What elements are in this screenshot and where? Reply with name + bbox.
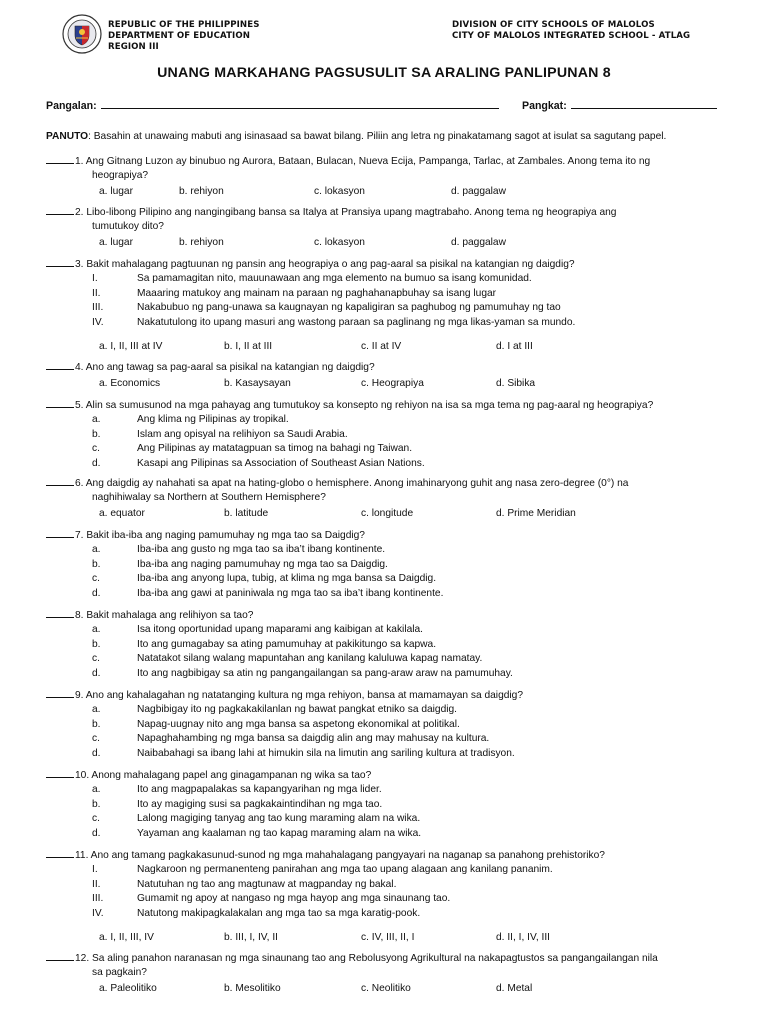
option-text: Nakatutulong ito upang masuri ang wastong paraan sa paglinang ng mga likas-yaman sa mundo. <box>137 316 576 328</box>
option-item <box>46 732 746 747</box>
option-item <box>46 572 746 587</box>
option-marker: c. <box>92 733 100 745</box>
option-text: Natatakot silang walang mapuntahan ang kanilang kaluluwa kapag namatay. <box>137 653 483 665</box>
choice-option: d. paggalaw <box>451 186 506 197</box>
header-line: REPUBLIC OF THE PHILIPPINES <box>108 20 260 30</box>
option-marker: IV. <box>92 316 104 328</box>
question-text <box>46 154 746 169</box>
option-item <box>46 878 746 893</box>
choice-option: c. Neolitiko <box>361 983 411 994</box>
option-item <box>46 747 746 762</box>
answer-choices <box>46 982 746 996</box>
option-marker: d. <box>92 747 101 759</box>
option-item <box>46 316 746 331</box>
answer-choices <box>46 340 746 354</box>
question-text <box>46 360 746 375</box>
answer-choices <box>46 377 746 391</box>
question <box>46 360 746 391</box>
option-item <box>46 587 746 602</box>
option-item <box>46 892 746 907</box>
option-marker: III. <box>92 302 104 314</box>
answer-choices <box>46 185 746 199</box>
option-marker: b. <box>92 798 101 810</box>
answer-blank[interactable] <box>46 360 74 370</box>
question-line-text: naghihiwalay sa Northern at Southern Hemisphere? <box>92 492 326 503</box>
option-marker: a. <box>92 544 101 555</box>
answer-blank[interactable] <box>46 398 74 408</box>
header-line: DEPARTMENT OF EDUCATION <box>108 31 251 41</box>
answer-blank[interactable] <box>46 257 74 267</box>
choice-option: b. rehiyon <box>179 186 224 197</box>
deped-seal-logo <box>62 14 102 54</box>
choice-option: d. Prime Meridian <box>496 508 576 519</box>
question <box>46 951 746 996</box>
question <box>46 257 746 354</box>
answer-blank[interactable] <box>46 688 74 698</box>
option-text: Ang klima ng Pilipinas ay tropikal. <box>137 414 289 425</box>
answer-blank[interactable] <box>46 951 74 961</box>
question-line-text: 2. Libo-libong Pilipino ang nangingibang bansa sa Italya at Pransiya upang magtrabaho. Anong tema ng heograpiya ang <box>75 207 617 218</box>
section-blank[interactable] <box>571 98 717 109</box>
header-line: CITY OF MALOLOS INTEGRATED SCHOOL - ATLAG <box>452 31 691 41</box>
choice-option: c. II at IV <box>361 341 402 353</box>
header-right <box>452 20 690 42</box>
question-text <box>46 257 746 272</box>
option-marker: a. <box>92 624 101 635</box>
question-line-text: sa pagkain? <box>92 967 147 978</box>
option-text: Maaaring matukoy ang mainam na paraan ng paghahanapbuhay sa isang lugar <box>137 287 497 299</box>
question <box>46 768 746 841</box>
option-text: Ito ay magiging susi sa pagkakaintindihan ng mga tao. <box>137 798 383 810</box>
question <box>46 205 746 250</box>
question-line-text: 4. Ano ang tawag sa pag-aaral sa pisikal na katangian ng daigdig? <box>75 362 375 373</box>
choice-option: d. Metal <box>496 983 533 994</box>
option-marker: c. <box>92 443 100 455</box>
choice-option: a. lugar <box>99 186 133 197</box>
option-marker: b. <box>92 428 101 440</box>
option-text: Ito ang nagbibigay sa atin ng pangangailangan sa pang-araw araw na pamumuhay. <box>137 667 513 679</box>
question-text-continued <box>46 220 746 234</box>
choice-option: a. Paleolitiko <box>99 983 157 994</box>
answer-blank[interactable] <box>46 768 74 778</box>
option-item <box>46 558 746 573</box>
option-marker: d. <box>92 667 101 679</box>
option-item <box>46 638 746 653</box>
question-text <box>46 688 746 703</box>
option-text: Sa pamamagitan nito, mauunawaan ang mga elemento na bumuo sa isang komunidad. <box>137 273 532 284</box>
option-item <box>46 442 746 457</box>
question-line-text: 12. Sa aling panahon naranasan ng mga sinaunang tao ang Rebolusyong Agrikultural na nakapagtustos sa pangangailangan nila <box>75 953 658 964</box>
header-left <box>108 20 259 53</box>
option-marker: II. <box>92 878 101 890</box>
answer-blank[interactable] <box>46 205 74 215</box>
option-item <box>46 413 746 428</box>
question <box>46 398 746 471</box>
question-line-text: 5. Alin sa sumusunod na mga pahayag ang tumutukoy sa konsepto ng rehiyon na isa sa mga tema ng pag-aaral ng heograpiya? <box>75 400 654 411</box>
option-text: Iba-iba ang gusto ng mga tao sa iba’t ibang kontinente. <box>137 544 386 555</box>
option-marker: IV. <box>92 907 104 919</box>
option-item <box>46 718 746 733</box>
question <box>46 688 746 761</box>
option-text: Yayaman ang kaalaman ng tao kapag maraming alam na wika. <box>137 827 422 839</box>
option-item <box>46 272 746 287</box>
option-text: Naibabahagi sa ibang lahi at himukin sila na limutin ang sariling kultura at tradisyon. <box>137 747 515 759</box>
option-text: Lalong magiging tanyag ang tao kung maraming alam na wika. <box>137 813 421 825</box>
option-marker: I. <box>92 273 98 284</box>
option-text: Ito ang magpapalakas sa kapangyarihan ng mga lider. <box>137 784 382 795</box>
choice-option: b. Mesolitiko <box>224 983 281 994</box>
option-text: Napag-uugnay nito ang mga bansa sa aspetong ekonomikal at politikal. <box>137 718 460 730</box>
question-line-text: 6. Ang daigdig ay nahahati sa apat na hating-globo o hemisphere. Anong imahinaryong guhit ang nasa zero-degree (0°) na <box>75 478 629 489</box>
option-marker: a. <box>92 414 101 425</box>
question-text <box>46 476 746 491</box>
answer-blank[interactable] <box>46 154 74 164</box>
option-marker: d. <box>92 587 101 599</box>
option-text: Nagbibigay ito ng pagkakakilanlan ng bawat pangkat etniko sa daigdig. <box>137 704 458 715</box>
question-text <box>46 848 746 863</box>
choice-option: b. Kasaysayan <box>224 378 291 389</box>
answer-choices <box>46 236 746 250</box>
answer-choices <box>46 931 746 945</box>
choice-option: b. latitude <box>224 508 269 519</box>
choice-option: c. longitude <box>361 508 414 519</box>
option-marker: b. <box>92 718 101 730</box>
answer-blank[interactable] <box>46 848 74 858</box>
option-text: Iba-iba ang anyong lupa, tubig, at klima ng mga bansa sa Daigdig. <box>137 573 437 585</box>
choice-option: d. paggalaw <box>451 237 506 248</box>
choice-option: c. Heograpiya <box>361 378 424 389</box>
question-text-continued <box>46 169 746 183</box>
question-text <box>46 608 746 623</box>
option-item <box>46 652 746 667</box>
question-text-continued <box>46 491 746 505</box>
option-item <box>46 703 746 718</box>
header-line: REGION III <box>108 42 159 52</box>
choice-option: a. equator <box>99 508 145 519</box>
option-item <box>46 667 746 682</box>
option-text: Ito ang gumagabay sa ating pamumuhay at pakikitungo sa kapwa. <box>137 638 437 650</box>
option-marker: b. <box>92 638 101 650</box>
option-text: Nakabubuo ng pang-unawa sa kaugnayan ng kapaligiran sa paghubog ng pamumuhay ng tao <box>137 302 561 314</box>
option-text: Ang Pilipinas ay matatagpuan sa timog na bahagi ng Taiwan. <box>137 443 413 455</box>
question-line-text: 7. Bakit iba-iba ang naging pamumuhay ng mga tao sa Daigdig? <box>75 530 365 541</box>
option-item <box>46 827 746 842</box>
option-text: Natutuhan ng tao ang magtunaw at magpanday ng bakal. <box>137 878 397 890</box>
option-item <box>46 428 746 443</box>
option-item <box>46 798 746 813</box>
question-text <box>46 398 746 413</box>
question <box>46 848 746 945</box>
choice-option: b. III, I, IV, II <box>224 932 278 944</box>
option-marker: I. <box>92 864 98 875</box>
question <box>46 154 746 199</box>
instructions-label: PANUTO <box>46 131 89 142</box>
option-item <box>46 863 746 878</box>
option-text: Iba-iba ang naging pamumuhay ng mga tao sa Daigdig. <box>137 558 388 570</box>
question-line-text: 11. Ano ang tamang pagkakasunud-sunod ng mga mahahalagang pangyayari na naganap sa panahong prehistoriko? <box>75 850 605 861</box>
option-text: Isa itong oportunidad upang maparami ang kaibigan at kakilala. <box>137 624 424 635</box>
option-marker: c. <box>92 653 100 665</box>
question <box>46 528 746 601</box>
exam-title: UNANG MARKAHANG PAGSUSULIT SA ARALING PANLIPUNAN 8 <box>157 65 611 81</box>
answer-blank[interactable] <box>46 608 74 618</box>
question <box>46 476 746 521</box>
question-text <box>46 951 746 966</box>
option-text: Islam ang opisyal na relihiyon sa Saudi Arabia. <box>137 428 348 440</box>
name-label: Pangalan: <box>46 100 97 112</box>
instructions <box>46 130 736 144</box>
option-marker: a. <box>92 704 101 715</box>
choice-option: d. Sibika <box>496 378 536 389</box>
question-text-continued <box>46 966 746 980</box>
option-marker: c. <box>92 573 100 585</box>
option-marker: b. <box>92 558 101 570</box>
question-line-text: 3. Bakit mahalagang pagtuunan ng pansin ang heograpiya o ang pag-aaral sa pisikal na katangian ng daigdig? <box>75 259 575 270</box>
section-field[interactable] <box>522 98 717 113</box>
question-text <box>46 768 746 783</box>
header-line: DIVISION OF CITY SCHOOLS OF MALOLOS <box>452 20 655 30</box>
option-text: Iba-iba ang gawi at paniniwala ng mga tao sa iba’t ibang kontinente. <box>137 587 444 599</box>
option-item <box>46 783 746 798</box>
choice-option: a. lugar <box>99 237 133 248</box>
choice-option: a. I, II, III, IV <box>99 932 154 944</box>
choice-option: a. Economics <box>99 378 161 389</box>
question-text <box>46 205 746 220</box>
option-item <box>46 623 746 638</box>
instructions-text: : Basahin at unawaing mabuti ang isinasaad sa bawat bilang. Piliin ang letra ng pinakatamang sagot at isulat sa sagutang papel. <box>88 131 667 142</box>
question-text <box>46 528 746 543</box>
answer-blank[interactable] <box>46 528 74 538</box>
choice-option: d. II, I, IV, III <box>496 932 550 944</box>
option-text: Nagkaroon ng permanenteng panirahan ang mga tao upang alagaan ang kanilang pananim. <box>137 864 553 875</box>
answer-blank[interactable] <box>46 476 74 486</box>
question-line-text: tumutukoy dito? <box>92 221 164 232</box>
choice-option: c. lokasyon <box>314 186 365 197</box>
question-line-text: heograpiya? <box>92 170 149 181</box>
option-item <box>46 543 746 558</box>
choice-option: c. IV, III, II, I <box>361 932 415 944</box>
question-line-text: 10. Anong mahalagang papel ang ginagampanan ng wika sa tao? <box>75 770 372 781</box>
option-item <box>46 457 746 472</box>
option-marker: III. <box>92 893 104 905</box>
question-line-text: 1. Ang Gitnang Luzon ay binubuo ng Aurora, Bataan, Bulacan, Nueva Ecija, Pampanga, Tarlac, at Zambales. Anong tema ito ng <box>75 156 651 167</box>
choice-option: d. I at III <box>496 341 533 353</box>
choice-option: a. I, II, III at IV <box>99 341 163 353</box>
choice-option: b. rehiyon <box>179 237 224 248</box>
option-marker: II. <box>92 287 101 299</box>
choice-option: b. I, II at III <box>224 341 273 353</box>
option-text: Kasapi ang Pilipinas sa Association of Southeast Asian Nations. <box>137 457 425 469</box>
option-item <box>46 907 746 922</box>
question <box>46 608 746 681</box>
option-item <box>46 287 746 302</box>
choice-option: c. lokasyon <box>314 237 365 248</box>
name-field[interactable] <box>46 98 499 113</box>
option-marker: d. <box>92 457 101 469</box>
option-item <box>46 301 746 316</box>
option-marker: c. <box>92 813 100 825</box>
section-label: Pangkat: <box>522 100 567 112</box>
option-text: Gumamit ng apoy at nangaso ng mga hayop ang mga sinaunang tao. <box>137 893 451 905</box>
question-line-text: 8. Bakit mahalaga ang relihiyon sa tao? <box>75 610 254 621</box>
question-line-text: 9. Ano ang kahalagahan ng natatanging kultura ng mga rehiyon, bansa at mamamayan sa daigdig? <box>75 690 524 701</box>
option-text: Napaghahambing ng mga bansa sa daigdig alin ang may mahusay na kultura. <box>137 733 490 745</box>
name-blank[interactable] <box>101 98 499 109</box>
option-text: Natutong makipagkalakalan ang mga tao sa mga karatig-pook. <box>137 907 421 919</box>
option-marker: d. <box>92 827 101 839</box>
option-item <box>46 812 746 827</box>
option-marker: a. <box>92 784 101 795</box>
answer-choices <box>46 507 746 521</box>
